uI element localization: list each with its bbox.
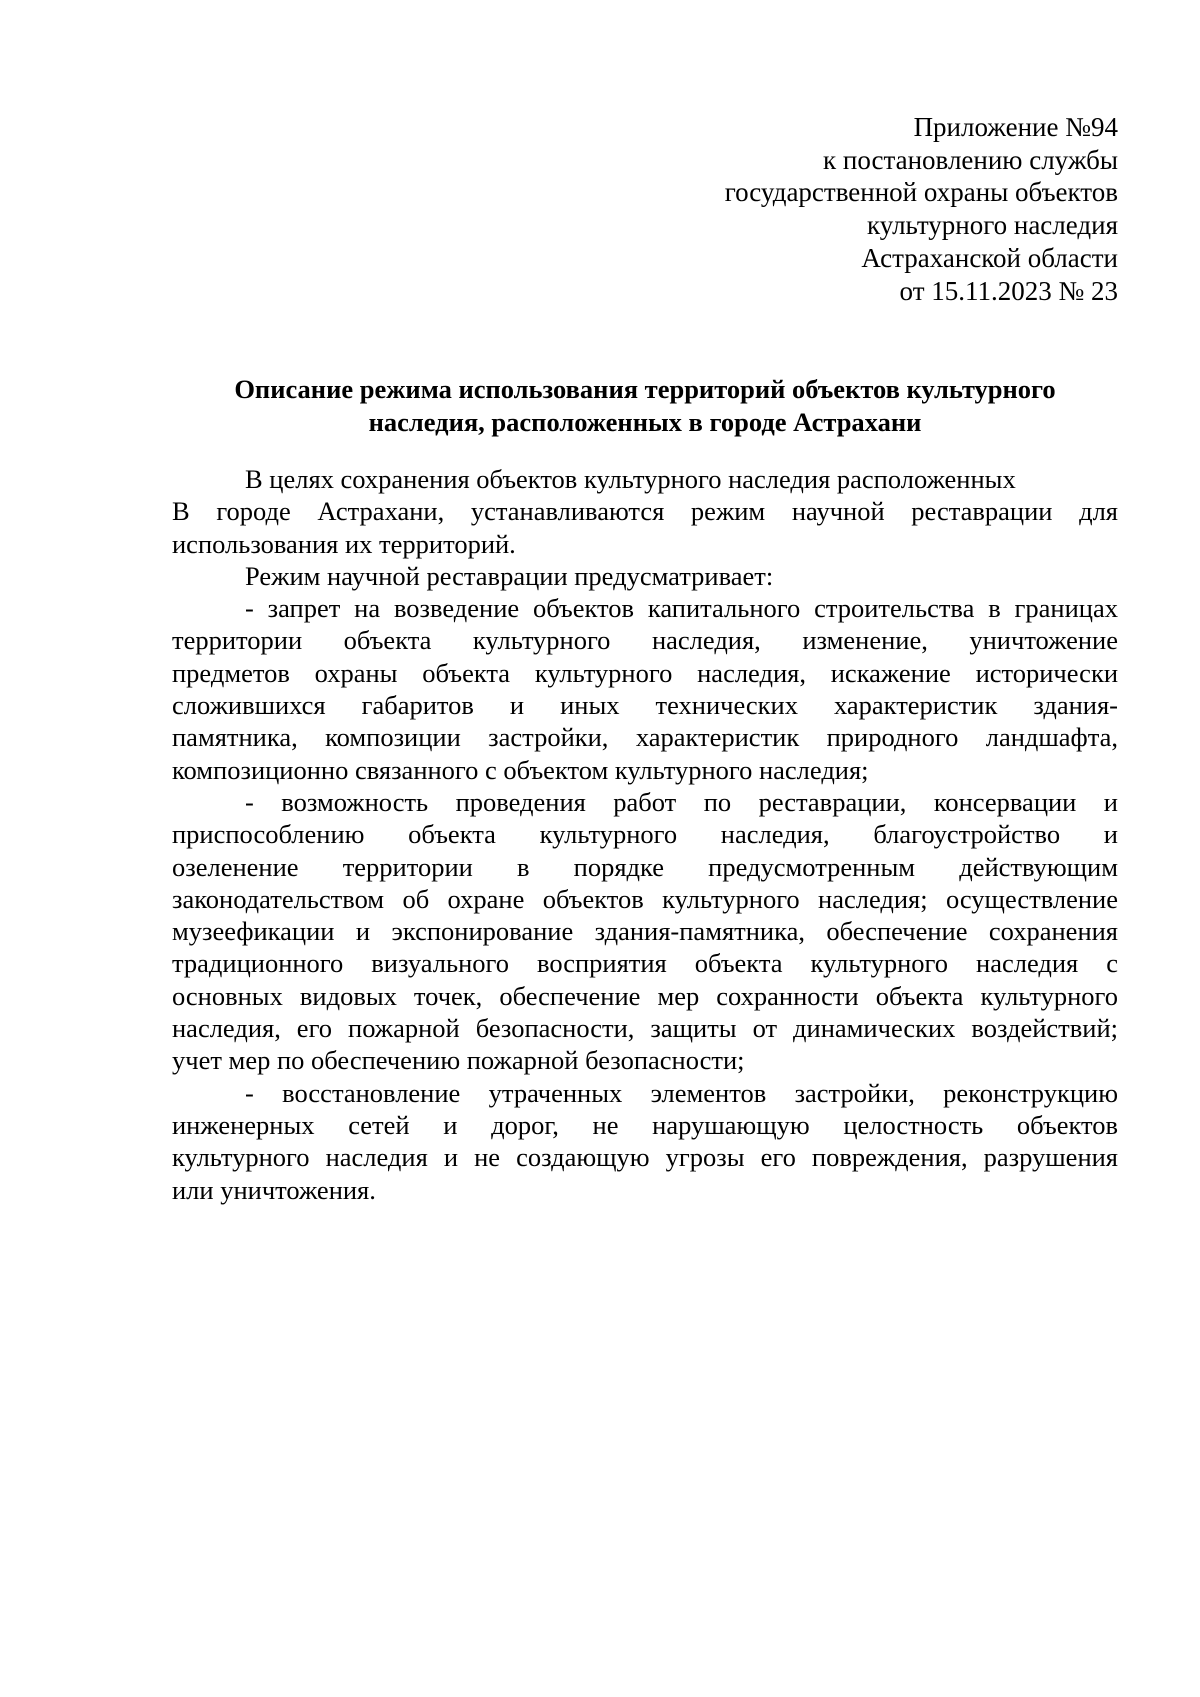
document-body bbox=[172, 463, 1118, 1206]
body-line: учет мер по обеспечению пожарной безопасности; bbox=[172, 1045, 745, 1076]
body-line: памятника, композиции застройки, характеристик природного ландшафта, bbox=[172, 722, 1118, 753]
body-line: наследия, его пожарной безопасности, защиты от динамических воздействий; bbox=[172, 1013, 1118, 1044]
body-line: В городе Астрахани, устанавливаются режим научной реставрации для bbox=[172, 496, 1118, 527]
body-line: приспособлению объекта культурного наследия, благоустройство и bbox=[172, 819, 1118, 850]
body-line: инженерных сетей и дорог, не нарушающую целостность объектов bbox=[172, 1109, 1118, 1140]
body-line: композиционно связанного с объектом культурного наследия; bbox=[172, 754, 869, 785]
body-line: - запрет на возведение объектов капитального строительства в границах bbox=[245, 593, 1118, 624]
body-line: использования их территорий. bbox=[172, 528, 516, 559]
body-line: территории объекта культурного наследия, изменение, уничтожение bbox=[172, 625, 1118, 656]
body-line: В целях сохранения объектов культурного наследия расположенных bbox=[245, 464, 1016, 494]
body-line: сложившихся габаритов и иных технических характеристик здания- bbox=[172, 690, 1118, 721]
body-line: культурного наследия и не создающую угрозы его повреждения, разрушения bbox=[172, 1142, 1118, 1173]
body-line: или уничтожения. bbox=[172, 1174, 376, 1205]
annex-line: Астраханской области bbox=[861, 242, 1118, 273]
annex-header bbox=[725, 111, 1118, 307]
annex-number: Приложение №94 bbox=[913, 112, 1118, 142]
body-line: традиционного визуального восприятия объекта культурного наследия с bbox=[172, 948, 1118, 979]
body-line: - возможность проведения работ по реставрации, консервации и bbox=[245, 786, 1118, 817]
body-line: законодательством об охране объектов культурного наследия; осуществление bbox=[172, 883, 1118, 914]
body-line: предметов охраны объекта культурного наследия, искажение исторически bbox=[172, 657, 1118, 688]
body-line: озеленение территории в порядке предусмотренным действующим bbox=[172, 851, 1118, 882]
annex-date: от 15.11.2023 № 23 bbox=[899, 275, 1118, 306]
body-line: основных видовых точек, обеспечение мер сохранности объекта культурного bbox=[172, 980, 1118, 1011]
document-title bbox=[172, 373, 1118, 439]
body-line: Режим научной реставрации предусматривает: bbox=[245, 560, 774, 591]
annex-line: государственной охраны объектов bbox=[724, 177, 1118, 208]
body-line: музеефикации и экспонирование здания-памятника, обеспечение сохранения bbox=[172, 916, 1118, 947]
annex-line: культурного наследия bbox=[867, 210, 1118, 241]
annex-line: к постановлению службы bbox=[823, 144, 1118, 175]
title-line: Описание режима использования территорий объектов культурного bbox=[234, 374, 1056, 404]
body-line: - восстановление утраченных элементов застройки, реконструкцию bbox=[245, 1077, 1118, 1108]
title-line: наследия, расположенных в городе Астрахани bbox=[368, 407, 922, 437]
